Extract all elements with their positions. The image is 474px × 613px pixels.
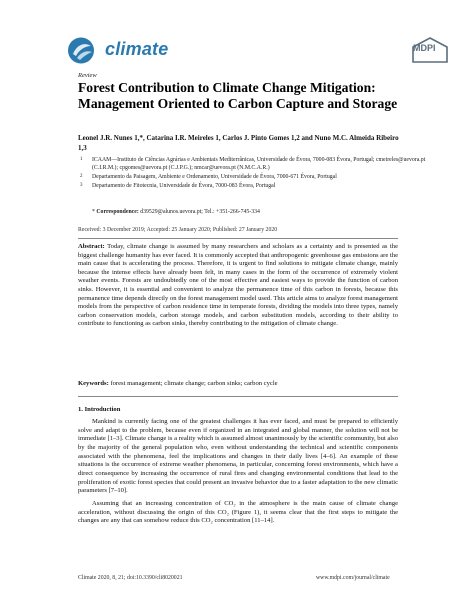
author-list: Leonel J.R. Nunes 1,*, Catarina I.R. Meireles 1, Carlos J. Pinto Gomes 1,2 and Nuno M.C. Almeida Ribeiro 1,3	[78, 134, 399, 152]
correspondence-star: *	[92, 209, 97, 215]
affiliation-mark: 1	[80, 157, 83, 162]
affiliation-text: Departamento da Paisagem, Ambiente e Ordenamento, Universidade de Évora, 7000-671 Évora, Portugal	[92, 174, 337, 180]
correspondence	[78, 208, 438, 216]
correspondence-label: Correspondence:	[96, 209, 139, 215]
publication-dates: Received: 3 December 2019; Accepted: 25 January 2020; Published: 27 January 2020	[78, 227, 278, 233]
divider	[78, 238, 398, 239]
affiliation-text: Departamento de Fitotecnia, Universidade de Évora, 7000-083 Évora, Portugal	[92, 183, 276, 189]
abstract	[78, 243, 398, 329]
publisher-name: MDPI	[413, 43, 436, 53]
divider	[78, 396, 398, 397]
body-text	[78, 418, 398, 530]
keywords-text: forest management; climate change; carbon sinks; carbon cycle	[110, 380, 278, 387]
citation-footer: Climate 2020, 8, 21; doi:10.3390/cli8020021	[78, 575, 183, 581]
affiliation-item	[78, 156, 438, 172]
journal-name: climate	[105, 39, 169, 59]
article-type: Review	[78, 72, 97, 79]
affiliation-text: ICAAM—Instituto de Ciências Agrárias e Ambientais Mediterrânicas, Universidade de Évora, 7000-083 Évora, Portugal; cmeireles@uevora.pt (C.I.R.M.); cpgomes@uevora.pt (C.J.P.G.); nmcar@uevora.pt (N.M.C.A.R.)	[92, 157, 426, 171]
journal-url[interactable]: www.mdpi.com/journal/climate	[316, 575, 390, 581]
affiliation-mark: 3	[80, 183, 83, 188]
abstract-label: Abstract:	[78, 243, 105, 250]
article-title: Forest Contribution to Climate Change Mitigation: Management Oriented to Carbon Capture and Storage	[78, 80, 398, 111]
correspondence-text: d39529@alunos.uevora.pt; Tel.: +351-266-745-334	[140, 209, 260, 215]
journal-logo-icon	[67, 36, 103, 65]
section-heading: 1. Introduction	[78, 406, 121, 413]
abstract-text: Today, climate change is assumed by many researchers and scholars as a certainty and is presented as the biggest challenge humanity has ever faced. It is commonly accepted that anthropogenic greenhouse gas emissions are the main cause that is accelerating the process. Therefore, it is urgent to find solutions to mitigate climate change, mainly because the intense effects have already been felt, in many cases in the form of the occurrence of extremely violent weather events. Forests are undoubtedly one of the most effective and easiest ways to provide the function of carbon sinks. However, it is essential and convenient to analyze the permanence time of this carbon in forests, because this permanence time depends directly on the forest management model used. This article aims to analyze forest management models from the perspective of carbon residence time in temperate forests, dividing the models into three types, namely carbon conservation models, carbon storage models, and carbon substitution models, according to their ability to contribute to functioning as carbon sinks, thereby contributing to the mitigation of climate change.	[78, 243, 399, 328]
paragraph: Mankind is currently facing one of the greatest challenges it has ever faced, and must be prepared to efficiently solve and adapt to the problem, because even if organized in an integrated and global manner, the solution will not be immediate [1–3]. Climate change is a reality which is assumed almost unanimously by the scientific community, but also by the majority of the general population who, even without understanding the technical and scientific components associated with the phenomena, feel the implications and changes in their daily lives [4–6]. An example of these situations is the occurrence of extreme weather phenomena, in particular, concerning forest environments, which have a direct consequence by increasing the occurrence of rural fires and changing environmental conditions that lead to the proliferation of exotic forest species that could present an invasive behavior due to a faster adaptation to the new climatic parameters [7–10].	[78, 418, 398, 495]
keywords	[78, 380, 398, 389]
keywords-label: Keywords:	[78, 380, 109, 387]
affiliations	[78, 156, 438, 191]
affiliation-mark: 2	[80, 174, 83, 179]
paragraph: Assuming that an increasing concentration of CO₂ in the atmosphere is the main cause of climate change acceleration, without discussing the origin of this CO₂ (Figure 1), it seems clear that the first steps to mitigate the changes are any that can somehow reduce this CO₂ concentration [11–14].	[78, 499, 398, 525]
affiliation-item	[78, 182, 438, 190]
affiliation-item	[78, 173, 438, 181]
